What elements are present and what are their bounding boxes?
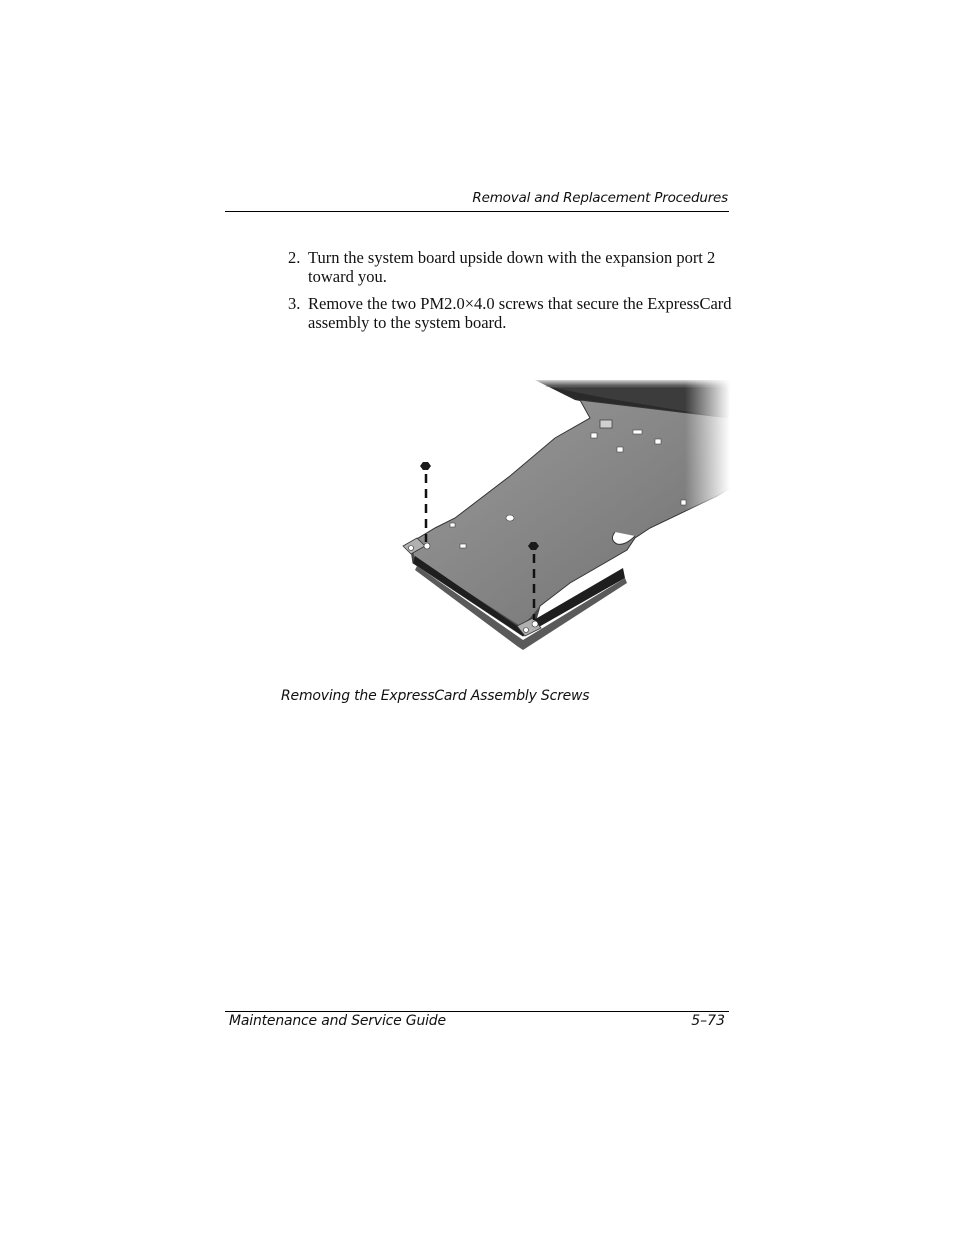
step-2 (288, 248, 733, 286)
step-3 (288, 294, 733, 332)
figure-caption: Removing the ExpressCard Assembly Screws (281, 688, 590, 704)
footer-guide-title: Maintenance and Service Guide (229, 1013, 446, 1029)
page-number: 5–73 (691, 1013, 725, 1029)
expresscard-assembly-illustration (395, 378, 730, 658)
expresscard-plate (403, 400, 730, 650)
step-number: 2. (288, 248, 301, 267)
step-text: Remove the two PM2.0×4.0 screws that secure the ExpressCard assembly to the system board. (308, 294, 732, 332)
screw-1 (420, 462, 431, 542)
step-number: 3. (288, 294, 301, 313)
procedure-steps (288, 248, 733, 340)
step-text: Turn the system board upside down with the expansion port 2 toward you. (308, 248, 716, 286)
header-rule (225, 211, 729, 212)
running-header: Removal and Replacement Procedures (472, 190, 728, 206)
footer-rule (225, 1011, 729, 1012)
